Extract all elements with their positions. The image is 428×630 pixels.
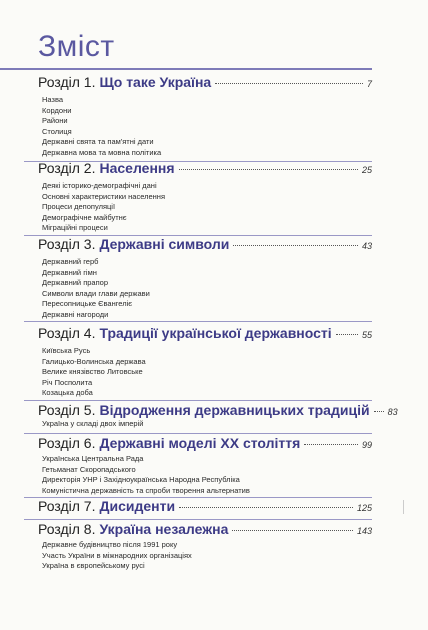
section-heading-3[interactable] [38,236,372,256]
toc-item[interactable]: Державні свята та пам'ятні дати [42,137,154,146]
toc-item[interactable]: Державний прапор [42,278,109,287]
toc-item[interactable]: Україна у складі двох імперій [42,419,144,428]
section-divider [24,400,372,401]
section-heading-8[interactable] [38,521,372,541]
toc-item[interactable]: Райони [42,116,68,125]
section-number: Розділ 5. [38,402,96,418]
section-items-4 [42,346,146,399]
toc-item[interactable]: Основні характеристики населення [42,191,166,201]
section-number: Розділ 3. [38,236,96,252]
section-heading-1[interactable] [38,74,372,94]
toc-item[interactable]: Символи влади глави держави [42,288,150,298]
section-number: Розділ 8. [38,521,96,537]
title-rule [0,68,372,70]
leader-dots [374,411,384,412]
section-page: 83 [387,407,398,417]
section-divider [24,321,372,322]
toc-item[interactable]: Українська Центральна Рада [42,454,144,463]
toc-item[interactable]: Процеси депопуляції [42,202,116,211]
section-title: Державні моделі XX століття [99,435,301,451]
toc-item[interactable]: Велике князівство Литовське [42,367,143,376]
section-page: 25 [361,165,372,175]
toc-item[interactable]: Київська Русь [42,346,91,355]
toc-item[interactable]: Кордони [42,105,72,115]
section-number: Розділ 7. [38,498,96,514]
leader-dots [233,245,358,246]
section-divider [24,519,372,520]
leader-dots [179,169,358,170]
toc-item[interactable]: Демографічне майбутнє [42,212,127,222]
leader-dots [336,334,358,335]
section-items-5 [42,419,143,430]
toc-item[interactable]: Участь України в міжнародних організаціях [42,550,192,560]
toc-item[interactable]: Державна мова та мовна політика [42,147,162,157]
section-heading-6[interactable] [38,435,372,455]
section-number: Розділ 2. [38,160,96,176]
toc-item[interactable]: Гетьманат Скоропадського [42,464,136,474]
toc-item[interactable]: Деякі історико-демографічні дані [42,181,157,190]
toc-item[interactable]: Пересопницьке Євангеліє [42,299,133,308]
section-title: Відродження державницьких традицій [99,402,370,418]
section-title: Населення [99,160,175,176]
section-items-2 [42,181,165,234]
section-number: Розділ 1. [38,74,96,90]
toc-item[interactable]: Україна в європейському русі [42,561,145,570]
section-title: Дисиденти [99,498,176,514]
toc-item[interactable]: Державне будівництво після 1991 року [42,540,178,549]
section-page: 99 [361,440,372,450]
section-title: Традиції української державності [99,325,332,341]
section-items-8 [42,540,192,572]
toc-item[interactable]: Державні нагороди [42,309,109,319]
toc-item[interactable]: Столиця [42,126,72,136]
section-title: Що таке Україна [99,74,212,90]
section-heading-4[interactable] [38,325,372,345]
section-heading-2[interactable] [38,160,372,180]
section-page: 7 [366,79,372,89]
toc-item[interactable]: Державний гімн [42,267,97,277]
toc-item[interactable]: Державний герб [42,257,99,266]
leader-dots [304,444,358,445]
section-divider [24,433,372,434]
toc-item[interactable]: Назва [42,95,64,104]
leader-dots [232,530,353,531]
leader-dots [179,507,353,508]
section-number: Розділ 6. [38,435,96,451]
section-items-3 [42,257,150,320]
section-title: Україна незалежна [99,521,229,537]
section-page: 43 [361,241,372,251]
leader-dots [215,83,363,84]
toc-item[interactable]: Комуністична державність та спроби творення альтернатив [42,485,250,495]
page-title: Зміст [38,30,115,63]
section-heading-7[interactable] [38,498,372,518]
section-page: 143 [356,526,372,536]
section-page: 55 [361,330,372,340]
toc-item[interactable]: Директорія УНР і Західноукраїнська Народна Республіка [42,475,240,484]
section-page: 125 [356,503,372,513]
section-title: Державні символи [99,236,230,252]
toc-item[interactable]: Міграційні процеси [42,223,108,232]
page-edge-mark [403,500,404,514]
toc-item[interactable]: Козацька доба [42,388,93,397]
toc-item[interactable]: Річ Посполита [42,377,93,387]
section-items-1 [42,95,161,158]
section-items-6 [42,454,250,496]
section-number: Розділ 4. [38,325,96,341]
toc-item[interactable]: Галицько-Волинська держава [42,356,146,366]
